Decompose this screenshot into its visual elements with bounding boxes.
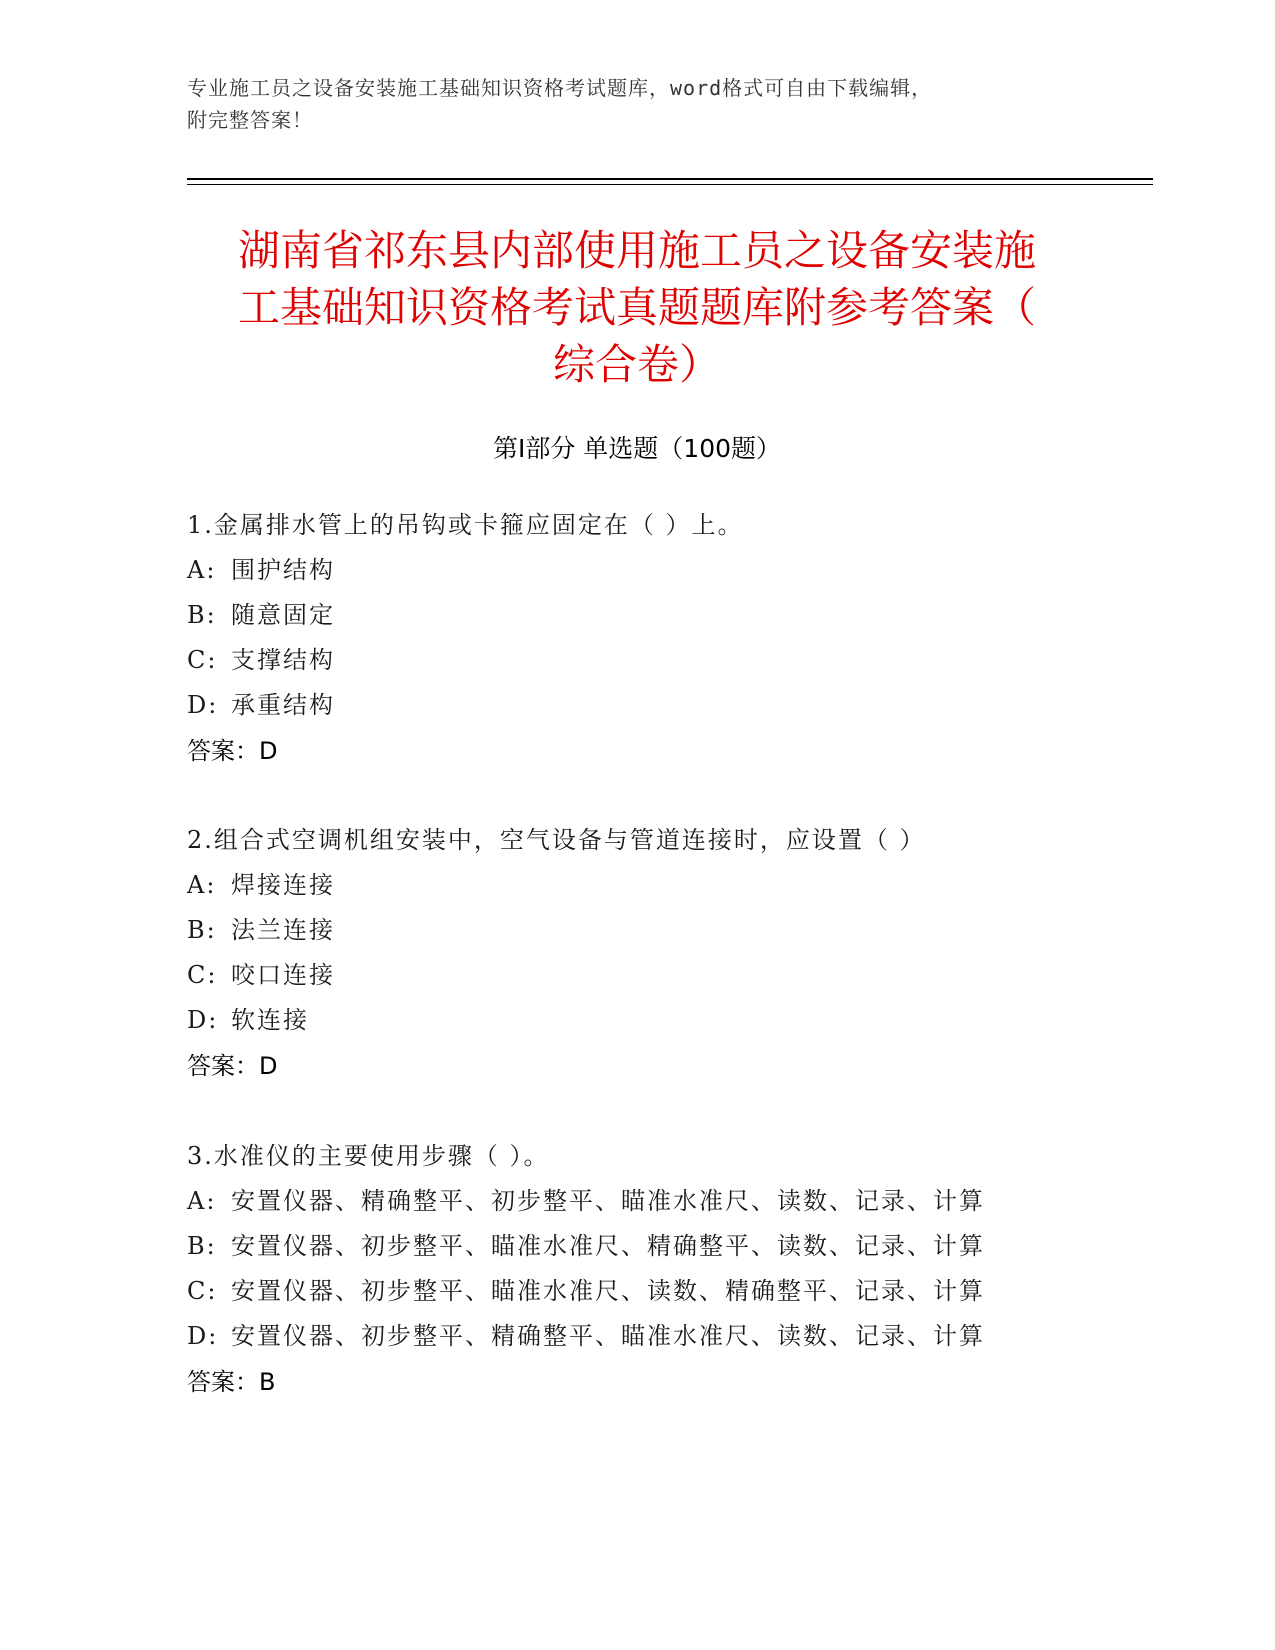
option-letter: D: <box>187 1322 219 1350</box>
option-text: 安置仪器、初步整平、瞄准水准尺、读数、精确整平、记录、计算 <box>231 1277 985 1305</box>
option-text: 随意固定 <box>231 601 335 629</box>
option-d <box>187 683 1147 728</box>
question-stem: 2.组合式空调机组安装中，空气设备与管道连接时，应设置（ ） <box>187 826 926 854</box>
option-text: 法兰连接 <box>231 916 335 944</box>
document-title <box>187 222 1087 393</box>
header-note <box>187 72 1087 136</box>
option-b <box>187 908 1147 953</box>
question-stem: 1.金属排水管上的吊钩或卡箍应固定在（ ）上。 <box>187 511 744 539</box>
option-c <box>187 953 1147 998</box>
answer: 答案：B <box>187 1368 276 1396</box>
option-text: 承重结构 <box>231 691 335 719</box>
option-text: 软连接 <box>231 1006 309 1034</box>
header-divider-thin <box>187 184 1153 185</box>
question-1 <box>187 503 1147 774</box>
header-note-line1: 专业施工员之设备安装施工基础知识资格考试题库，word格式可自由下载编辑， <box>187 76 933 100</box>
option-b <box>187 593 1147 638</box>
document-title-line1: 湖南省祁东县内部使用施工员之设备安装施 <box>237 226 1036 275</box>
option-d <box>187 998 1147 1043</box>
answer: 答案：D <box>187 1052 278 1080</box>
option-letter: C: <box>187 1277 218 1305</box>
option-text: 支撑结构 <box>231 646 335 674</box>
option-letter: D: <box>187 1006 219 1034</box>
answer: 答案：D <box>187 737 278 765</box>
option-letter: B: <box>187 1232 217 1260</box>
option-letter: C: <box>187 646 218 674</box>
option-letter: A: <box>187 556 217 584</box>
option-b <box>187 1224 1147 1269</box>
option-text: 安置仪器、初步整平、精确整平、瞄准水准尺、读数、记录、计算 <box>231 1322 985 1350</box>
option-c <box>187 1269 1147 1314</box>
option-a <box>187 1179 1147 1224</box>
option-letter: C: <box>187 961 218 989</box>
option-text: 围护结构 <box>231 556 335 584</box>
option-a <box>187 863 1147 908</box>
option-c <box>187 638 1147 683</box>
option-letter: A: <box>187 871 217 899</box>
question-3 <box>187 1134 1147 1405</box>
question-stem: 3.水准仪的主要使用步骤（ ）。 <box>187 1142 550 1170</box>
option-a <box>187 548 1147 593</box>
document-title-line2: 工基础知识资格考试真题题库附参考答案（ <box>237 283 1036 332</box>
option-text: 安置仪器、精确整平、初步整平、瞄准水准尺、读数、记录、计算 <box>231 1187 985 1215</box>
option-text: 咬口连接 <box>231 961 335 989</box>
option-letter: D: <box>187 691 219 719</box>
option-text: 焊接连接 <box>231 871 335 899</box>
question-2 <box>187 818 1147 1089</box>
option-letter: B: <box>187 601 217 629</box>
document-title-line3: 综合卷） <box>552 340 721 389</box>
option-letter: A: <box>187 1187 217 1215</box>
option-letter: B: <box>187 916 217 944</box>
option-text: 安置仪器、初步整平、瞄准水准尺、精确整平、读数、记录、计算 <box>231 1232 985 1260</box>
header-divider-thick <box>187 178 1153 180</box>
option-d <box>187 1314 1147 1359</box>
header-note-line2: 附完整答案！ <box>187 108 313 132</box>
section-title: 第Ⅰ部分 单选题（100题） <box>492 434 782 463</box>
